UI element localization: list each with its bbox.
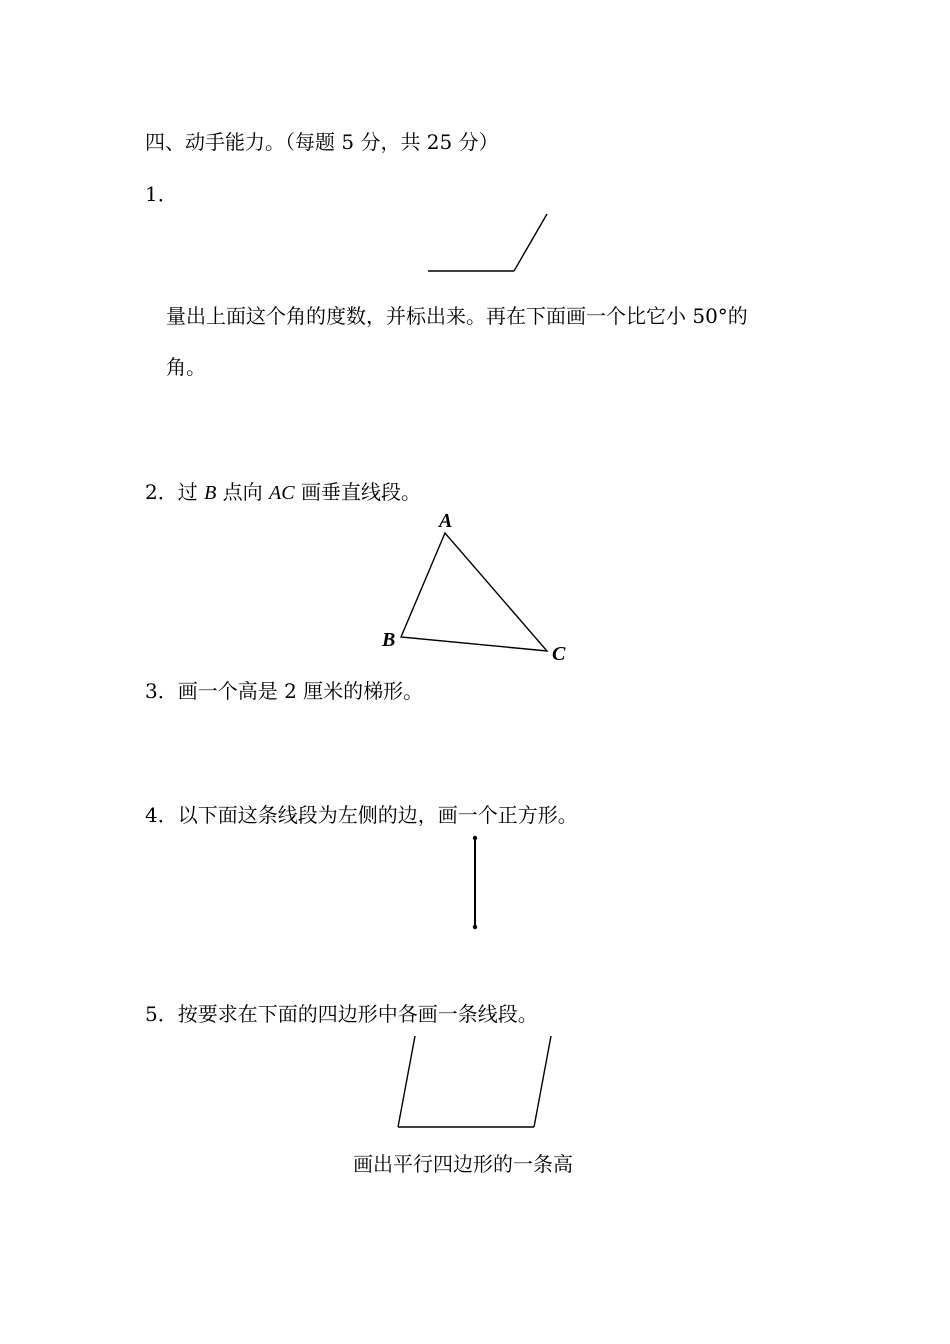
q1-number: 1． [145,182,178,206]
q3-number: 3． [145,679,178,703]
section-title: 四、动手能力。（每题 5 分，共 25 分） [145,130,499,154]
q1-instruction-line2: 角。 [166,355,206,379]
q2-vertex-label-b: B [382,629,396,651]
q4-text: 以下面这条线段为左侧的边，画一个正方形。 [177,803,578,827]
q2-segment-ac: AC [269,482,295,504]
q5-text: 按要求在下面的四边形中各画一条线段。 [177,1002,538,1026]
q4-number: 4． [145,803,178,827]
q2-text-c: 画垂直线段。 [294,480,421,504]
q1-instruction-line1: 量出上面这个角的度数，并标出来。再在下面画一个比它小 50°的 [166,304,748,328]
q5-number: 5． [145,1002,178,1026]
q5-right-side [534,1036,551,1127]
q2-text-a: 过 [177,480,205,504]
q2-number: 2． [145,480,178,504]
q2-vertex-label-c: C [552,643,566,665]
q2-vertex-label-a: A [439,510,453,532]
q5-left-side [398,1036,415,1127]
q3-text: 画一个高是 2 厘米的梯形。 [177,679,424,703]
q2-text-b: 点向 [216,480,270,504]
q2-point-b: B [204,482,217,504]
q5-caption: 画出平行四边形的一条高 [353,1152,573,1176]
